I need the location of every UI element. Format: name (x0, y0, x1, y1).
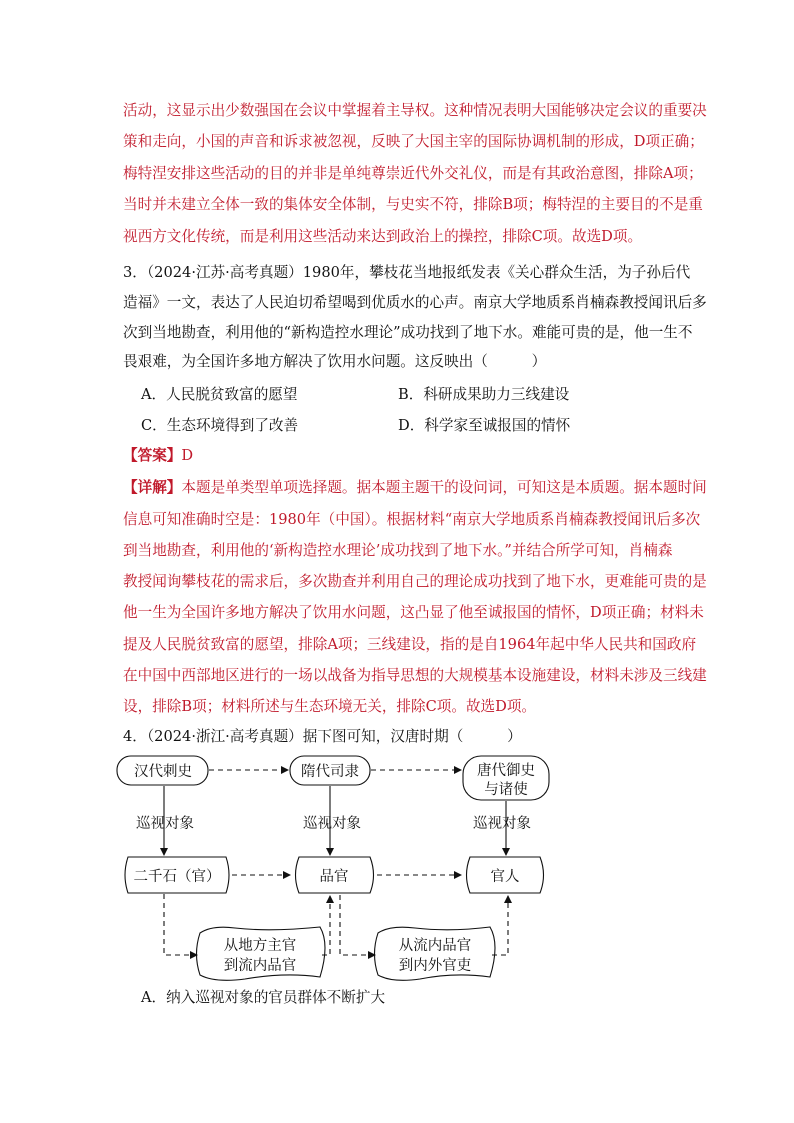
explanation-line: 活动，这显示出少数强国在会议中掌握着主导权。这种情况表明大国能够决定会议的重要决 (123, 102, 707, 119)
obj-text-2: 品官 (319, 869, 349, 885)
option-a: A．人民脱贫致富的愿望 (141, 386, 298, 403)
detail-text: 到当地勘查，利用他的‘新构造控水理论’成功找到了地下水。” (123, 542, 512, 559)
obj-text-1: 二千石（官） (133, 869, 221, 885)
question-number: 3． (123, 264, 147, 281)
detail-text: 本题是单类型单项选择题。据本题主题干的设问词，可知这是本质题。据本题时间 (181, 479, 707, 496)
node-han: 汉代刺史 (134, 764, 192, 780)
question-text: 次到当地勘查，利用他的“新构造控水理论”成功找到了地下水。难能可贵的是，他一生不 (123, 324, 693, 341)
question-text: 造福》一文，表达了人民迫切希望喝到优质水的心声。南京大学地质系肖楠森教授闻讯后多 (123, 294, 707, 311)
change-text-2a: 从流内品官 (398, 938, 472, 954)
obj-text-3: 官人 (490, 869, 520, 885)
change-text-2b: 到内外官吏 (398, 958, 472, 974)
question-text: 1980年，攀枝花当地报纸发表《关心群众生活，为子孙后代 (302, 264, 691, 281)
change-text-1b: 到流内品官 (223, 958, 297, 974)
connector-change2-to-obj3 (492, 896, 508, 955)
option-c: C．生态环境得到了改善 (141, 417, 299, 434)
question-text: 据下图可知，汉唐时期（ ） (302, 728, 522, 745)
connector-obj1-to-change1 (164, 894, 197, 955)
connector-change1-to-obj2 (322, 896, 330, 955)
question-source: （2024·浙江·高考真题） (146, 728, 303, 745)
option-b: B．科研成果助力三线建设 (398, 386, 570, 403)
node-tang-line1: 唐代御史 (477, 763, 535, 779)
option-a: A．纳入巡视对象的官员群体不断扩大 (141, 989, 386, 1006)
detail-line: 信息可知准确时空是：1980年（中国）。根据材料“南京大学地质系肖楠森教授闻讯后多次 (123, 511, 701, 528)
label-inspection-2: 巡视对象 (303, 816, 361, 832)
label-inspection-3: 巡视对象 (473, 816, 531, 832)
detail-line: 他一生为全国许多地方解决了饮用水问题，这凸显了他至诚报国的情怀，D项正确；材料未 (123, 604, 704, 621)
question-source: （2024·江苏·高考真题） (146, 264, 303, 281)
question-text: 畏艰难，为全国许多地方解决了饮用水问题。这反映出（ ） (123, 353, 547, 370)
question-number: 4． (123, 728, 147, 745)
change-text-1a: 从地方主官 (223, 938, 297, 954)
answer-label: 【答案】 (123, 447, 182, 464)
node-sui: 隋代司隶 (301, 764, 359, 780)
option-d: D．科学家至诚报国的情怀 (398, 417, 571, 434)
node-tang-line2: 与诸使 (484, 782, 528, 798)
answer-value: D (181, 447, 194, 464)
detail-text: 并结合所学可知，肖楠森 (511, 542, 673, 559)
explanation-line: 策和走向，小国的声音和诉求被忽视，反映了大国主宰的国际协调机制的形成，D项正确； (123, 133, 704, 150)
detail-line: 设，排除B项；材料所述与生态环境无关，排除C项。故选D项。 (123, 698, 537, 715)
label-inspection-1: 巡视对象 (136, 816, 194, 832)
connector-obj2-to-change2 (340, 895, 375, 955)
detail-line: 教授闻询攀枝花的需求后，多次勘查并利用自己的理论成功找到了地下水，更难能可贵的是 (123, 573, 707, 590)
detail-label: 【详解】 (123, 479, 182, 496)
detail-line: 提及人民脱贫致富的愿望，排除A项；三线建设，指的是自1964年起中华人民共和国政府 (123, 636, 697, 653)
explanation-line: 视西方文化传统，而是利用这些活动来达到政治上的操控，排除C项。故选D项。 (123, 228, 643, 245)
explanation-line: 当时并未建立全体一致的集体安全体制，与史实不符，排除B项；梅特涅的主要目的不是重 (123, 196, 703, 213)
explanation-line: 梅特涅安排这些活动的目的并非是单纯尊崇近代外交礼仪，而是有其政治意图，排除A项； (123, 165, 703, 182)
detail-line: 在中国中西部地区进行的一场以战备为指导思想的大规模基本设施建设，材料未涉及三线建 (123, 667, 707, 684)
